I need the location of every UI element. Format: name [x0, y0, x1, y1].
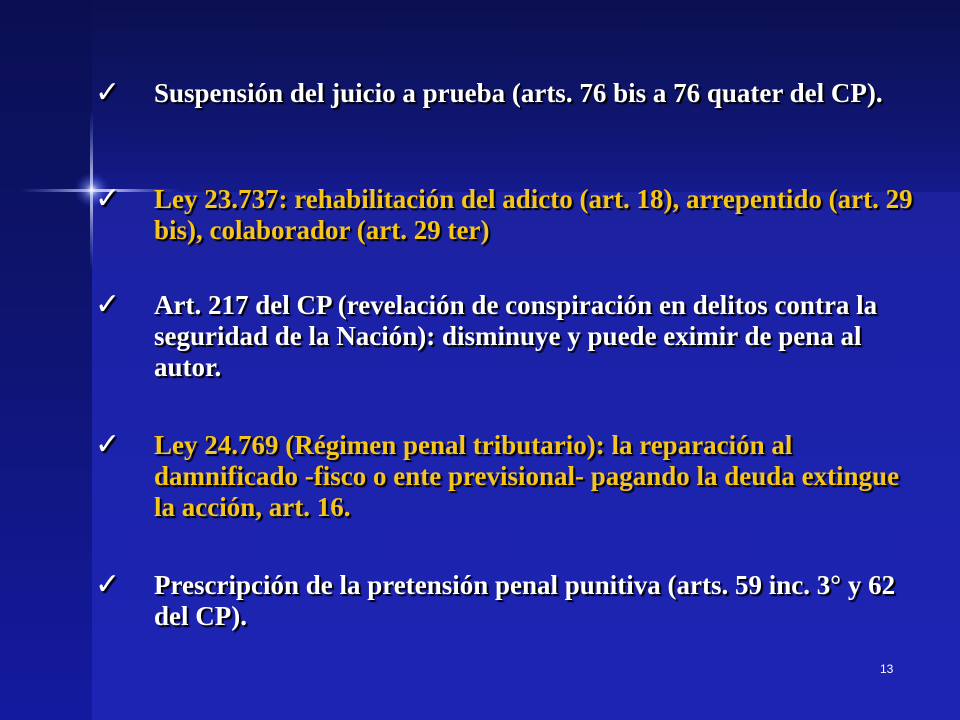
list-item: Art. 217 del CP (revelación de conspiración en delitos contra la seguridad de la Nación): disminuye y puede eximir de pena al autor.: [154, 290, 878, 382]
page-number: 13: [880, 662, 894, 676]
checkmark-icon: ✓: [95, 288, 121, 321]
checkmark-icon: ✓: [95, 182, 121, 215]
checkmark-icon: ✓: [95, 76, 121, 109]
list-item: Ley 24.769 (Régimen penal tributario): la reparación al damnificado -fisco o ente previsional- pagando la deuda extingue la acción, art. 16.: [154, 430, 900, 522]
list-item: Ley 23.737: rehabilitación del adicto (art. 18), arrepentido (art. 29 bis), colaborador (art. 29 ter): [154, 184, 913, 245]
list-item: Suspensión del juicio a prueba (arts. 76 bis a 76 quater del CP).: [154, 78, 883, 108]
checkmark-icon: ✓: [95, 568, 121, 601]
checkmark-icon: ✓: [95, 428, 121, 461]
list-item: Prescripción de la pretensión penal punitiva (arts. 59 inc. 3° y 62 del CP).: [154, 570, 896, 631]
